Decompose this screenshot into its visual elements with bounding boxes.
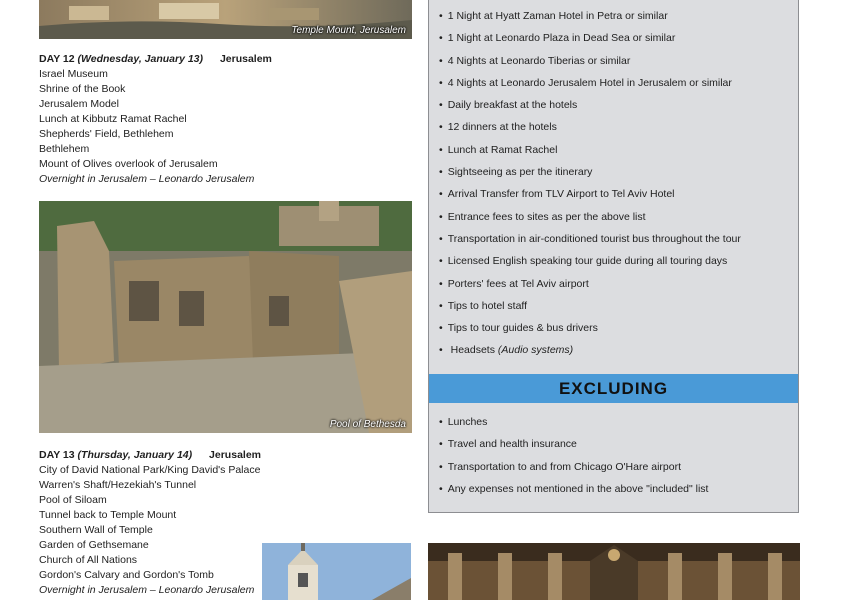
day12-item: Lunch at Kibbutz Ramat Rachel xyxy=(39,113,187,125)
including-item-headsets: • Headsets (Audio systems) xyxy=(439,343,741,365)
day12-item: Bethlehem xyxy=(39,143,90,155)
including-item: • Tips to tour guides & bus drivers xyxy=(439,321,741,343)
day12-heading: DAY 12 (Wednesday, January 13) Jerusalem xyxy=(39,53,272,65)
excluding-item: • Travel and health insurance xyxy=(439,437,708,459)
colonnade-photo xyxy=(428,543,800,600)
day13-item: Gordon's Calvary and Gordon's Tomb xyxy=(39,569,214,581)
day12-item: Jerusalem Model xyxy=(39,98,119,110)
bethesda-photo xyxy=(39,201,412,433)
including-item: • Porters' fees at Tel Aviv airport xyxy=(439,277,741,299)
excluding-item: • Transportation to and from Chicago O'Hare airport xyxy=(439,460,708,482)
including-list xyxy=(439,9,741,366)
day13-heading: DAY 13 (Thursday, January 14) Jerusalem xyxy=(39,449,261,461)
day12-item: Mount of Olives overlook of Jerusalem xyxy=(39,158,218,170)
including-item: • Transportation in air-conditioned tourist bus throughout the tour xyxy=(439,232,741,254)
bethesda-caption: Pool of Bethesda xyxy=(329,419,406,430)
day12-item: Shepherds' Field, Bethlehem xyxy=(39,128,174,140)
including-item: • 1 Night at Leonardo Plaza in Dead Sea or similar xyxy=(439,31,741,53)
including-item: • 12 dinners at the hotels xyxy=(439,120,741,142)
day13-overnight: Overnight in Jerusalem – Leonardo Jerusalem xyxy=(39,584,255,596)
day12-item: Shrine of the Book xyxy=(39,83,126,95)
day13-item: City of David National Park/King David's Palace xyxy=(39,464,261,476)
day13-item: Warren's Shaft/Hezekiah's Tunnel xyxy=(39,479,197,491)
including-item: • Tips to hotel staff xyxy=(439,299,741,321)
day12-section xyxy=(39,52,272,187)
including-item: • Daily breakfast at the hotels xyxy=(439,98,741,120)
day12-overnight: Overnight in Jerusalem – Leonardo Jerusalem xyxy=(39,173,255,185)
day13-item: Pool of Siloam xyxy=(39,494,107,506)
church-photo xyxy=(262,543,411,600)
including-item: • Lunch at Ramat Rachel xyxy=(439,143,741,165)
day13-item: Garden of Gethsemane xyxy=(39,539,149,551)
day13-item: Southern Wall of Temple xyxy=(39,524,153,536)
day12-item: Israel Museum xyxy=(39,68,108,80)
day13-section xyxy=(39,448,261,598)
inclusions-panel xyxy=(428,0,799,513)
including-item: • 4 Nights at Leonardo Jerusalem Hotel in Jerusalem or similar xyxy=(439,76,741,98)
day13-item: Tunnel back to Temple Mount xyxy=(39,509,177,521)
excluding-header: EXCLUDING xyxy=(429,374,798,403)
including-item: • Sightseeing as per the itinerary xyxy=(439,165,741,187)
excluding-list xyxy=(439,415,708,504)
excluding-item: • Any expenses not mentioned in the above "included" list xyxy=(439,482,708,504)
including-item: • 1 Night at Hyatt Zaman Hotel in Petra or similar xyxy=(439,9,741,31)
including-item: • Licensed English speaking tour guide during all touring days xyxy=(439,254,741,276)
temple-mount-photo xyxy=(39,0,412,39)
temple-mount-caption: Temple Mount, Jerusalem xyxy=(291,25,406,36)
including-item: • Entrance fees to sites as per the above list xyxy=(439,210,741,232)
including-item: • 4 Nights at Leonardo Tiberias or similar xyxy=(439,54,741,76)
including-item: • Arrival Transfer from TLV Airport to Tel Aviv Hotel xyxy=(439,187,741,209)
day13-item: Church of All Nations xyxy=(39,554,138,566)
excluding-item: • Lunches xyxy=(439,415,708,437)
